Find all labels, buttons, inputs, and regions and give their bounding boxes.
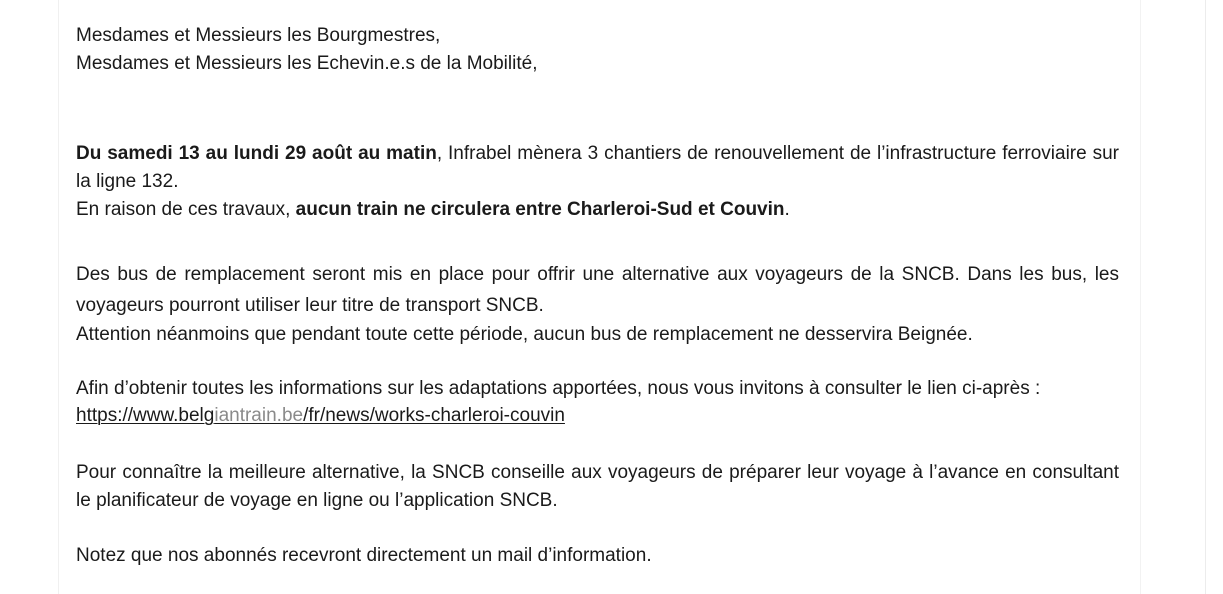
link-part-1: https://www.belg — [76, 405, 215, 426]
info-link-line — [76, 402, 1119, 430]
paragraph-best-alternative: Pour connaître la meilleure alternative, la SNCB conseille aux voyageurs de préparer leur voyage à l’avance en consultant le planificateur de voyage en ligne ou l’application SNCB. — [76, 462, 1119, 511]
greeting-line-1: Mesdames et Messieurs les Bourgmestres, — [76, 25, 441, 46]
paragraph-replacement-bus: Des bus de remplacement seront mis en place pour offrir une alternative aux voyageurs de la SNCB. Dans les bus, les voyageurs pourront utiliser leur titre de transport SNCB. — [76, 264, 1119, 316]
page-edge-left — [58, 0, 59, 594]
works-info-link[interactable] — [76, 405, 565, 426]
paragraph-info-link-intro: Afin d’obtenir toutes les informations sur les adaptations apportées, nous vous invitons à consulter le lien ci-après : — [76, 378, 1041, 399]
works-dates-bold: Du samedi 13 au lundi 29 août au matin — [76, 143, 437, 164]
no-trains-bold: aucun train ne circulera entre Charleroi-Sud et Couvin — [295, 199, 785, 220]
paragraph-attention: Attention néanmoins que pendant toute cette période, aucun bus de remplacement ne desservira Beignée. — [76, 324, 973, 345]
greeting-line-2: Mesdames et Messieurs les Echevin.e.s de la Mobilité, — [76, 53, 538, 74]
link-part-3: /fr/news/works-charleroi-couvin — [303, 405, 565, 426]
paragraph-subscribers: Notez que nos abonnés recevront directement un mail d’information. — [76, 545, 652, 566]
page-edge-far — [1205, 0, 1206, 594]
no-trains-end: . — [784, 199, 790, 220]
works-dates-text: , Infrabel mènera 3 chantiers de renouvellement de l’infrastructure ferroviaire sur la ligne 132. — [76, 143, 1119, 192]
letter-body — [76, 22, 1119, 570]
paragraph-no-trains — [76, 196, 1119, 224]
no-trains-lead: En raison de ces travaux, — [76, 199, 296, 220]
link-part-2: iantrain.be — [214, 405, 304, 426]
page-edge-right — [1140, 0, 1141, 594]
paragraph-works-dates — [76, 140, 1119, 196]
